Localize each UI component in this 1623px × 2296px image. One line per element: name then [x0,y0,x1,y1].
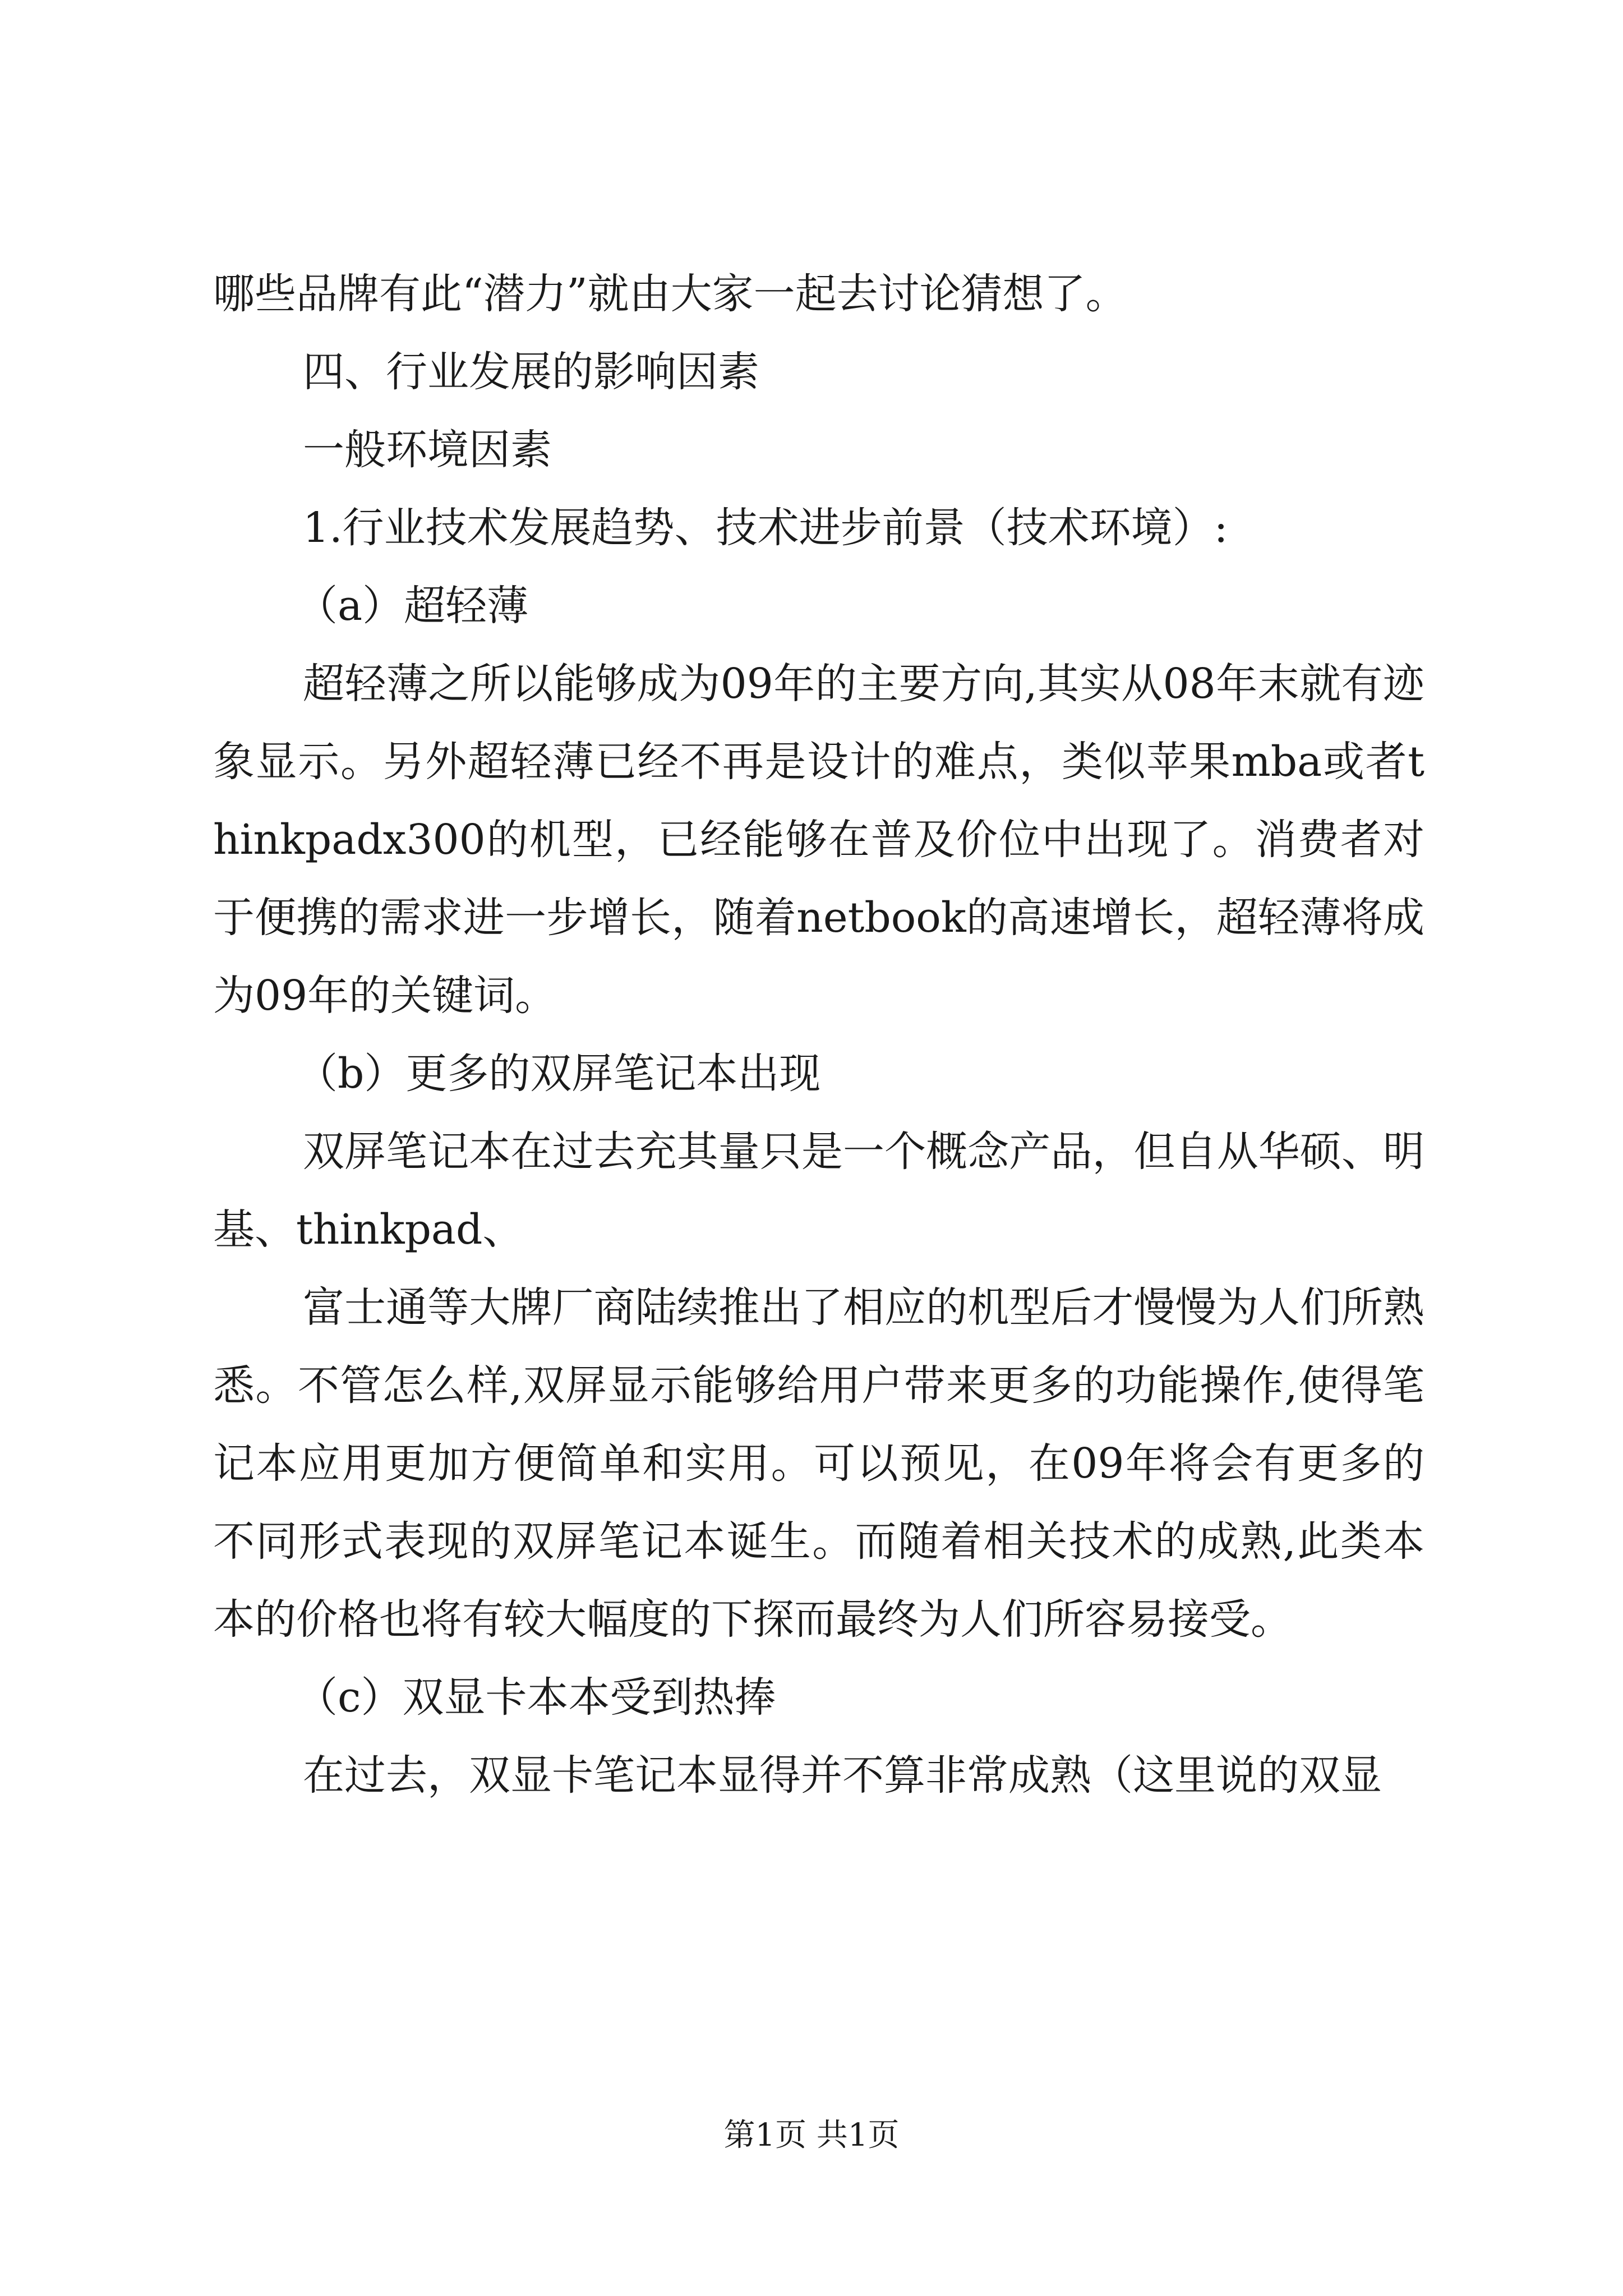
paragraph: 双屏笔记本在过去充其量只是一个概念产品，但自从华硕、明基、thinkpad、 [213,1128,1424,1254]
paragraph-continuation: 哪些品牌有此“潜力”就由大家一起去讨论猜想了。 [213,270,1127,318]
subitem-heading: （a）超轻薄 [296,582,529,630]
item-heading: 1.行业技术发展趋势、技术进步前景（技术环境）: [303,504,1228,552]
document-body [213,255,1424,1815]
paragraph: 超轻薄之所以能够成为09年的主要方向,其实从08年末就有迹象显示。另外超轻薄已经不再是设计的难点，类似苹果mba或者thinkpadx300的机型，已经能够在普及价位中出现了。消费者对于便携的需求进一步增长，随着netbook的高速增长，超轻薄将成为09年的关键词。 [213,660,1424,1020]
subitem-heading: （c）双显卡本本受到热捧 [296,1673,776,1722]
paragraph: 富士通等大牌厂商陆续推出了相应的机型后才慢慢为人们所熟悉。不管怎么样,双屏显示能够给用户带来更多的功能操作,使得笔记本应用更加方便简单和实用。可以预见，在09年将会有更多的不同形式表现的双屏笔记本诞生。而随着相关技术的成熟,此类本本的价格也将有较大幅度的下探而最终为人们所容易接受。 [213,1283,1424,1644]
subitem-heading: （b）更多的双屏笔记本出现 [296,1050,821,1098]
paragraph: 在过去，双显卡笔记本显得并不算非常成熟（这里说的双显 [303,1751,1382,1800]
page-number-footer: 第1页 共1页 [723,2117,900,2154]
subsection-heading: 一般环境因素 [303,426,552,474]
section-heading: 四、行业发展的影响因素 [303,348,759,396]
